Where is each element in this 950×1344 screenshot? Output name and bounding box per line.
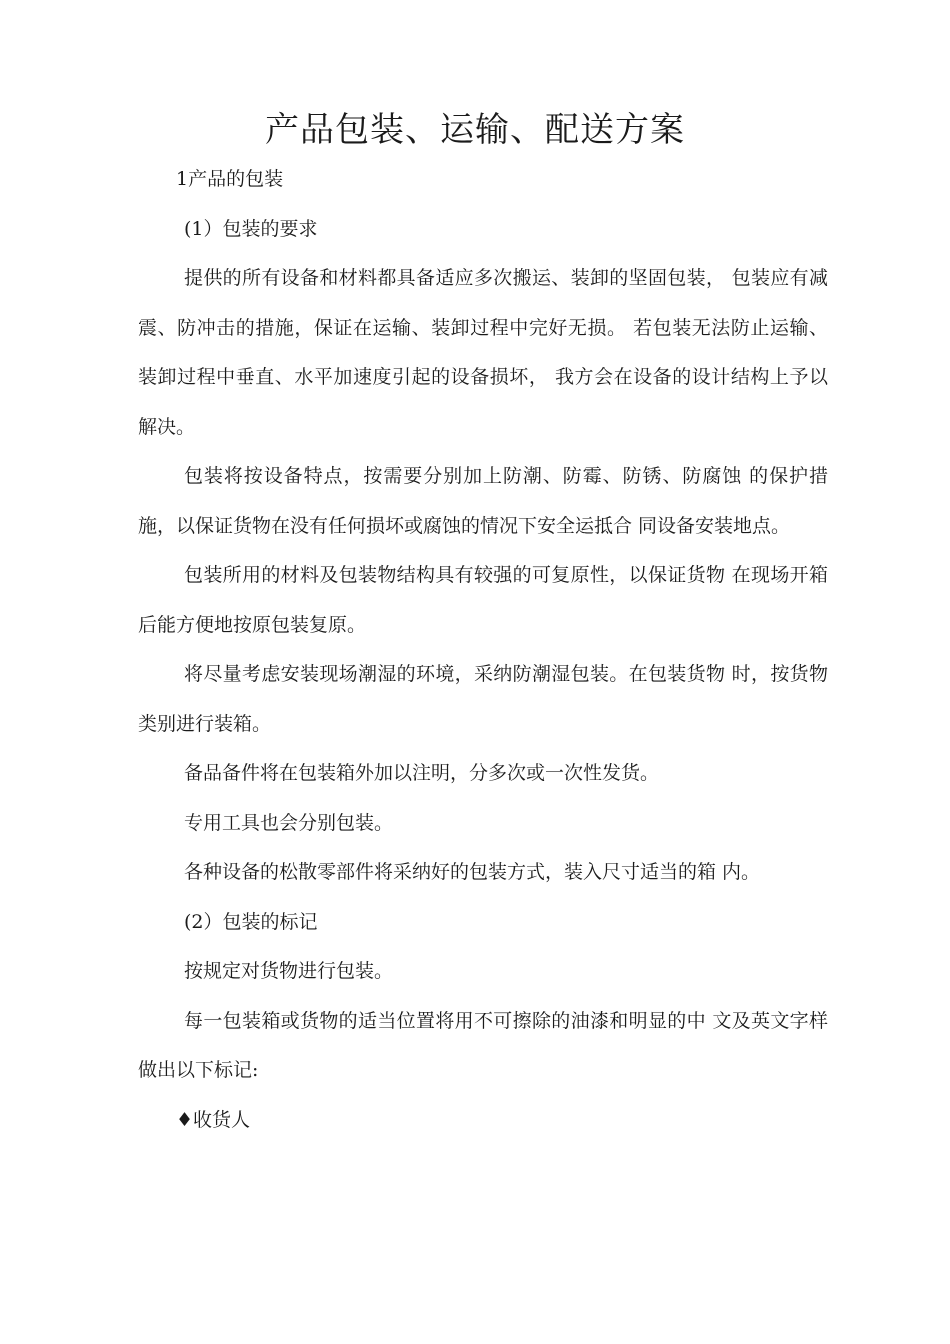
paragraph: 按规定对货物进行包装。 [184,960,394,982]
list-item: ♦收货人 [176,1108,251,1131]
paragraph: 包装所用的材料及包装物结构具有较强的可复原性，以保证货物 在现场开箱后能方便地按原包装复原。 [138,564,828,636]
section-heading: 1产品的包装 [176,168,284,190]
document-title: 产品包装、运输、配送方案 [265,110,685,150]
subsection-heading: (2）包装的标记 [184,910,318,933]
paragraph: 备品备件将在包装箱外加以注明，分多次或一次性发货。 [184,762,660,784]
paragraph: 将尽量考虑安装现场潮湿的环境，采纳防潮湿包装。在包装货物 时，按货物类别进行装箱。 [138,663,828,735]
paragraph: 提供的所有设备和材料都具备适应多次搬运、装卸的坚固包装， 包装应有减震、防冲击的措施，保证在运输、装卸过程中完好无损。 若包装无法防止运输、装卸过程中垂直、水平加速度引起的设备损坏， 我方会在设备的设计结构上予以解决。 [138,267,828,438]
paragraph: 包装将按设备特点，按需要分别加上防潮、防霉、防锈、防腐蚀 的保护措施，以保证货物在没有任何损坏或腐蚀的情况下安全运抵合 同设备安装地点。 [138,465,828,537]
subsection-heading: (1）包装的要求 [184,217,318,240]
paragraph: 专用工具也会分别包装。 [184,811,394,834]
paragraph: 各种设备的松散零部件将采纳好的包装方式，装入尺寸适当的箱 内。 [184,861,761,883]
document-body [138,155,828,1145]
paragraph: 每一包装箱或货物的适当位置将用不可擦除的油漆和明显的中 文及英文字样做出以下标记: [138,1009,828,1081]
